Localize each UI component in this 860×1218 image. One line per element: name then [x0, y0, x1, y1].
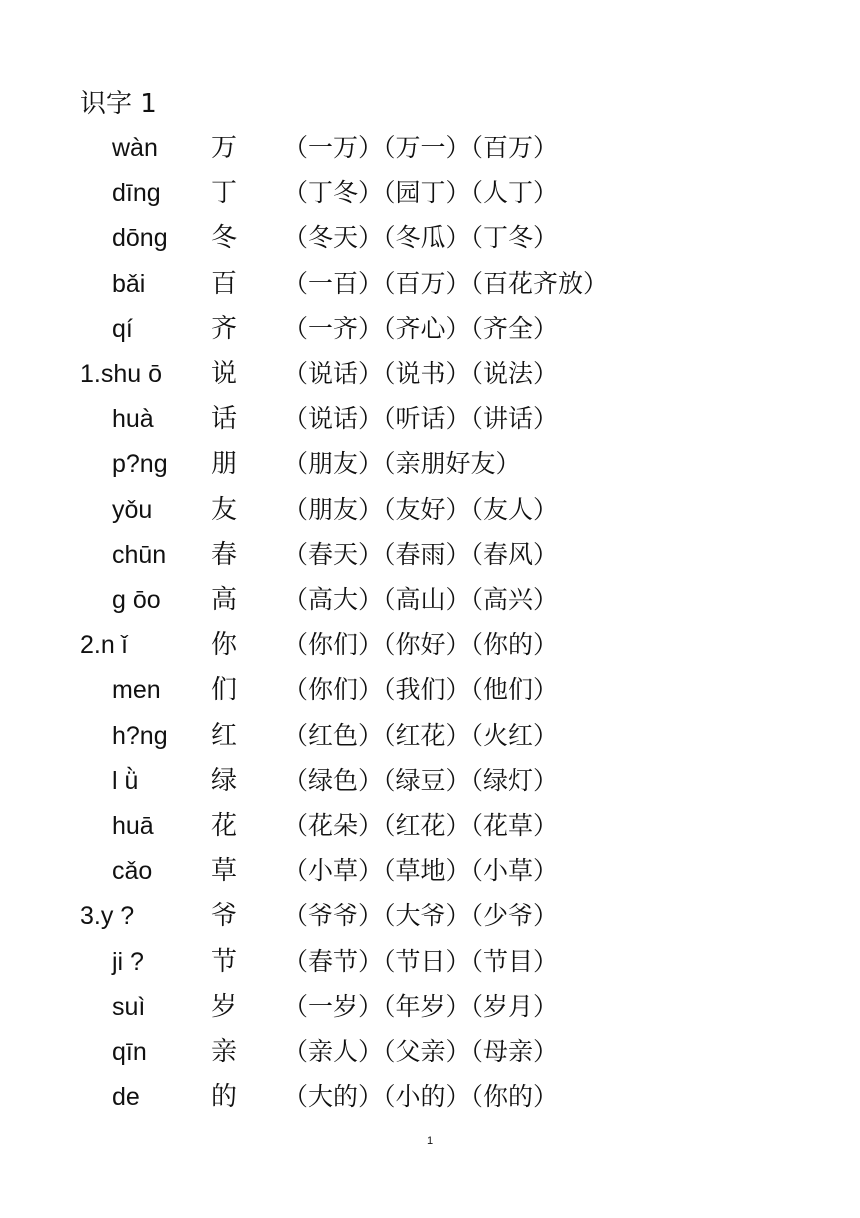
- vocab-row: [0, 942, 860, 982]
- character: 高: [211, 585, 238, 615]
- word-examples: （说话）（说书）（说法）: [283, 359, 559, 388]
- pinyin: h?ng: [112, 721, 168, 750]
- pinyin: yǒu: [112, 495, 153, 524]
- pinyin: p?ng: [112, 450, 168, 479]
- vocab-row: [0, 354, 860, 394]
- character: 红: [211, 720, 238, 751]
- word-examples: （小草）（草地）（小草）: [283, 856, 559, 886]
- character: 百: [211, 268, 238, 299]
- word-examples: （你们）（你好）（你的）: [283, 630, 559, 660]
- word-examples: （高大）（高山）（高兴）: [283, 585, 559, 614]
- vocab-row: [0, 761, 860, 801]
- pinyin: g ōo: [112, 586, 161, 614]
- vocab-row: [0, 128, 860, 168]
- vocab-row: [0, 399, 860, 439]
- character: 爷: [211, 901, 238, 932]
- character: 万: [211, 133, 238, 163]
- pinyin: de: [112, 1083, 140, 1112]
- word-examples: （春节）（节日）（节目）: [283, 946, 559, 976]
- character: 丁: [211, 178, 238, 209]
- word-examples: （说话）（听话）（讲话）: [283, 404, 559, 434]
- character: 友: [211, 494, 238, 525]
- character: 春: [211, 539, 238, 570]
- pinyin: l ǜ: [112, 766, 139, 795]
- character: 冬: [211, 223, 238, 254]
- character: 花: [211, 811, 238, 841]
- character: 的: [211, 1082, 238, 1113]
- vocab-row: [0, 490, 860, 530]
- vocab-row: [0, 806, 860, 846]
- vocab-row: [0, 173, 860, 213]
- character: 绿: [211, 765, 238, 796]
- word-examples: （朋友）（友好）（友人）: [283, 494, 559, 524]
- character: 节: [211, 946, 238, 977]
- word-examples: （一岁）（年岁）（岁月）: [283, 991, 559, 1021]
- vocab-row: [0, 716, 860, 756]
- pinyin: chūn: [112, 540, 167, 569]
- character: 你: [211, 630, 238, 661]
- word-examples: （春天）（春雨）（春风）: [283, 539, 559, 569]
- character: 草: [211, 856, 238, 887]
- character: 亲: [211, 1037, 238, 1067]
- pinyin: huà: [112, 405, 154, 434]
- word-examples: （亲人）（父亲）（母亲）: [283, 1037, 559, 1066]
- pinyin: cǎo: [112, 857, 153, 886]
- pinyin: 3.y ?: [80, 902, 135, 931]
- word-examples: （朋友）（亲朋好友）: [283, 449, 521, 479]
- vocab-row: [0, 580, 860, 620]
- character: 话: [211, 404, 238, 435]
- word-examples: （丁冬）（园丁）（人丁）: [283, 178, 559, 208]
- pinyin: qí: [112, 314, 133, 343]
- vocab-row: [0, 1032, 860, 1072]
- character: 朋: [211, 449, 238, 480]
- word-examples: （一齐）（齐心）（齐全）: [283, 313, 559, 343]
- word-examples: （你们）（我们）（他们）: [283, 675, 559, 705]
- vocab-row: [0, 264, 860, 304]
- pinyin: qīn: [112, 1038, 147, 1066]
- vocab-row: [0, 535, 860, 575]
- word-examples: （大的）（小的）（你的）: [283, 1082, 559, 1112]
- vocab-row: [0, 670, 860, 710]
- pinyin: suì: [112, 992, 146, 1021]
- word-examples: （一万）（万一）（百万）: [283, 133, 559, 162]
- pinyin: bǎi: [112, 269, 146, 298]
- vocab-row: [0, 987, 860, 1027]
- pinyin: wàn: [112, 134, 158, 162]
- pinyin: dīng: [112, 179, 161, 208]
- character: 说: [211, 359, 238, 389]
- lesson-title: 识字 1: [80, 89, 157, 119]
- pinyin: huā: [112, 812, 154, 840]
- word-examples: （花朵）（红花）（花草）: [283, 811, 559, 840]
- page-number: 1: [426, 1135, 434, 1147]
- pinyin: ji ?: [112, 947, 144, 976]
- word-examples: （红色）（红花）（火红）: [283, 720, 559, 750]
- character: 齐: [211, 313, 238, 344]
- vocab-row: [0, 625, 860, 665]
- pinyin: dōng: [112, 224, 168, 253]
- vocab-row: [0, 851, 860, 891]
- vocab-row: [0, 218, 860, 258]
- character: 岁: [211, 991, 238, 1022]
- vocab-row: [0, 896, 860, 936]
- character: 们: [211, 675, 238, 706]
- word-examples: （一百）（百万）（百花齐放）: [283, 268, 609, 298]
- pinyin: men: [112, 676, 161, 705]
- vocab-row: [0, 444, 860, 484]
- vocab-row: [0, 309, 860, 349]
- pinyin: 2.n ǐ: [80, 631, 128, 660]
- word-examples: （绿色）（绿豆）（绿灯）: [283, 765, 559, 795]
- pinyin: 1.shu ō: [80, 360, 163, 388]
- word-examples: （爷爷）（大爷）（少爷）: [283, 901, 559, 931]
- word-examples: （冬天）（冬瓜）（丁冬）: [283, 223, 559, 253]
- vocab-row: [0, 1077, 860, 1117]
